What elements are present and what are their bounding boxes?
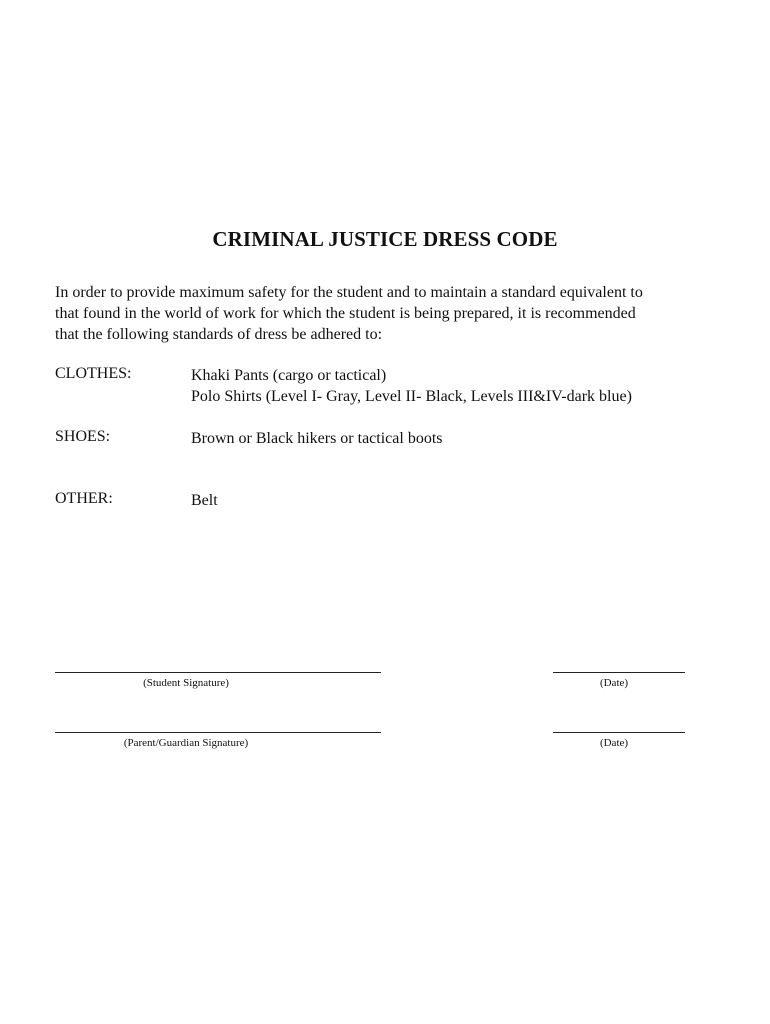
student-signature-line[interactable] bbox=[55, 672, 381, 673]
guardian-signature-caption: (Parent/Guardian Signature) bbox=[123, 737, 249, 749]
section-values-other bbox=[191, 490, 218, 511]
section-values-shoes bbox=[191, 428, 443, 449]
guardian-date-line[interactable] bbox=[553, 732, 685, 733]
intro-paragraph bbox=[55, 282, 745, 345]
section-value: Khaki Pants (cargo or tactical) bbox=[191, 367, 387, 384]
guardian-signature-line[interactable] bbox=[55, 732, 381, 733]
student-date-block bbox=[553, 672, 685, 702]
document-title: CRIMINAL JUSTICE DRESS CODE bbox=[212, 227, 558, 251]
student-signature-block bbox=[55, 672, 381, 702]
student-date-caption: (Date) bbox=[599, 677, 629, 689]
student-signature-caption: (Student Signature) bbox=[143, 677, 229, 689]
intro-line: that the following standards of dress be adhered to: bbox=[55, 326, 383, 343]
intro-line: In order to provide maximum safety for the student and to maintain a standard equivalent to bbox=[55, 284, 643, 301]
section-value: Brown or Black hikers or tactical boots bbox=[191, 430, 443, 447]
guardian-signature-block bbox=[55, 732, 381, 762]
intro-line: that found in the world of work for which the student is being prepared, it is recommended bbox=[55, 305, 636, 322]
section-values-clothes bbox=[191, 365, 632, 407]
guardian-date-caption: (Date) bbox=[599, 737, 629, 749]
section-label-other: OTHER: bbox=[55, 490, 113, 507]
guardian-date-block bbox=[553, 732, 685, 762]
section-label-clothes: CLOTHES: bbox=[55, 365, 132, 382]
section-value: Polo Shirts (Level I- Gray, Level II- Black, Levels III&IV-dark blue) bbox=[191, 388, 632, 405]
section-label-shoes: SHOES: bbox=[55, 428, 111, 445]
student-date-line[interactable] bbox=[553, 672, 685, 673]
section-value: Belt bbox=[191, 492, 218, 509]
